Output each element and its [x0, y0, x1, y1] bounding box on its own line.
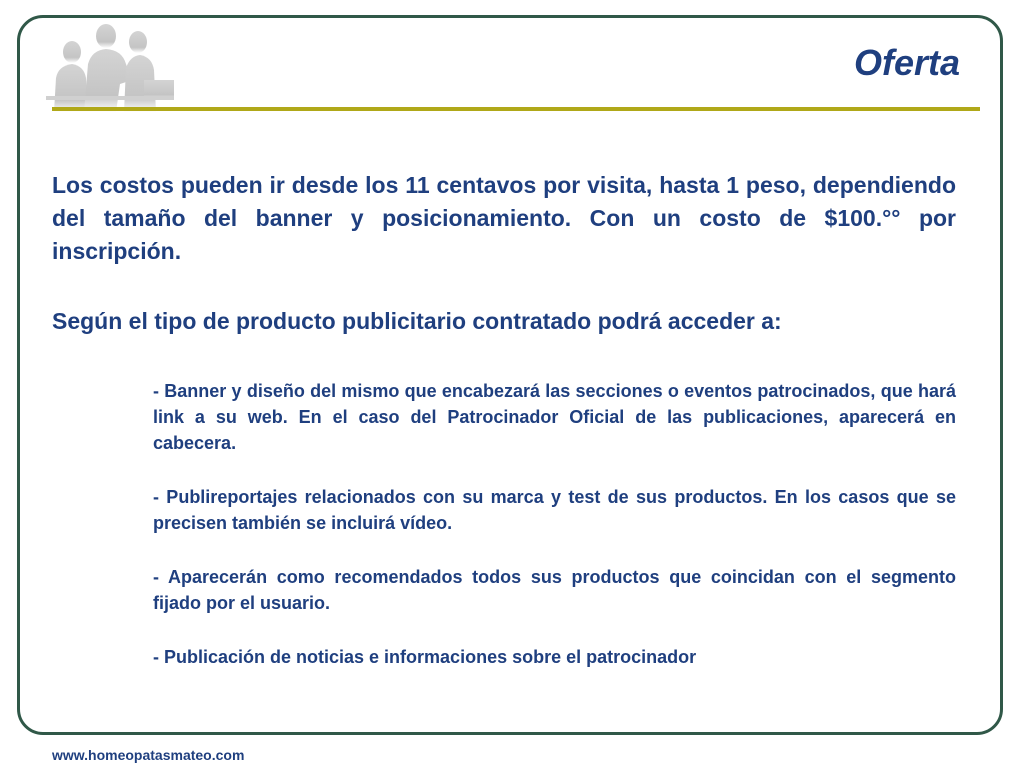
benefits-lead: Según el tipo de producto publicitario contratado podrá acceder a: — [52, 308, 782, 334]
footer-url: www.homeopatasmateo.com — [52, 747, 245, 763]
slide-title: Oferta — [853, 42, 960, 83]
benefit-banner: - Banner y diseño del mismo que encabezará las secciones o eventos patrocinados, que hará link a su web. En el caso del Patrocinador Oficial de las publicaciones, aparecerá en cabecera. — [153, 381, 956, 453]
business-people-silhouette-icon — [44, 20, 174, 112]
title-divider — [52, 107, 980, 111]
benefit-noticias: - Publicación de noticias e informaciones sobre el patrocinador — [153, 647, 697, 667]
intro-paragraph: Los costos pueden ir desde los 11 centavos por visita, hasta 1 peso, dependiendo del tamaño del banner y posicionamiento. Con un costo de $100.°° por inscripción. — [52, 172, 956, 264]
benefits-list — [153, 378, 956, 670]
benefit-recomendados: - Aparecerán como recomendados todos sus productos que coincidan con el segmento fijado por el usuario. — [153, 567, 956, 613]
benefit-publireportajes: - Publireportajes relacionados con su marca y test de sus productos. En los casos que se precisen también se incluirá vídeo. — [153, 487, 956, 533]
